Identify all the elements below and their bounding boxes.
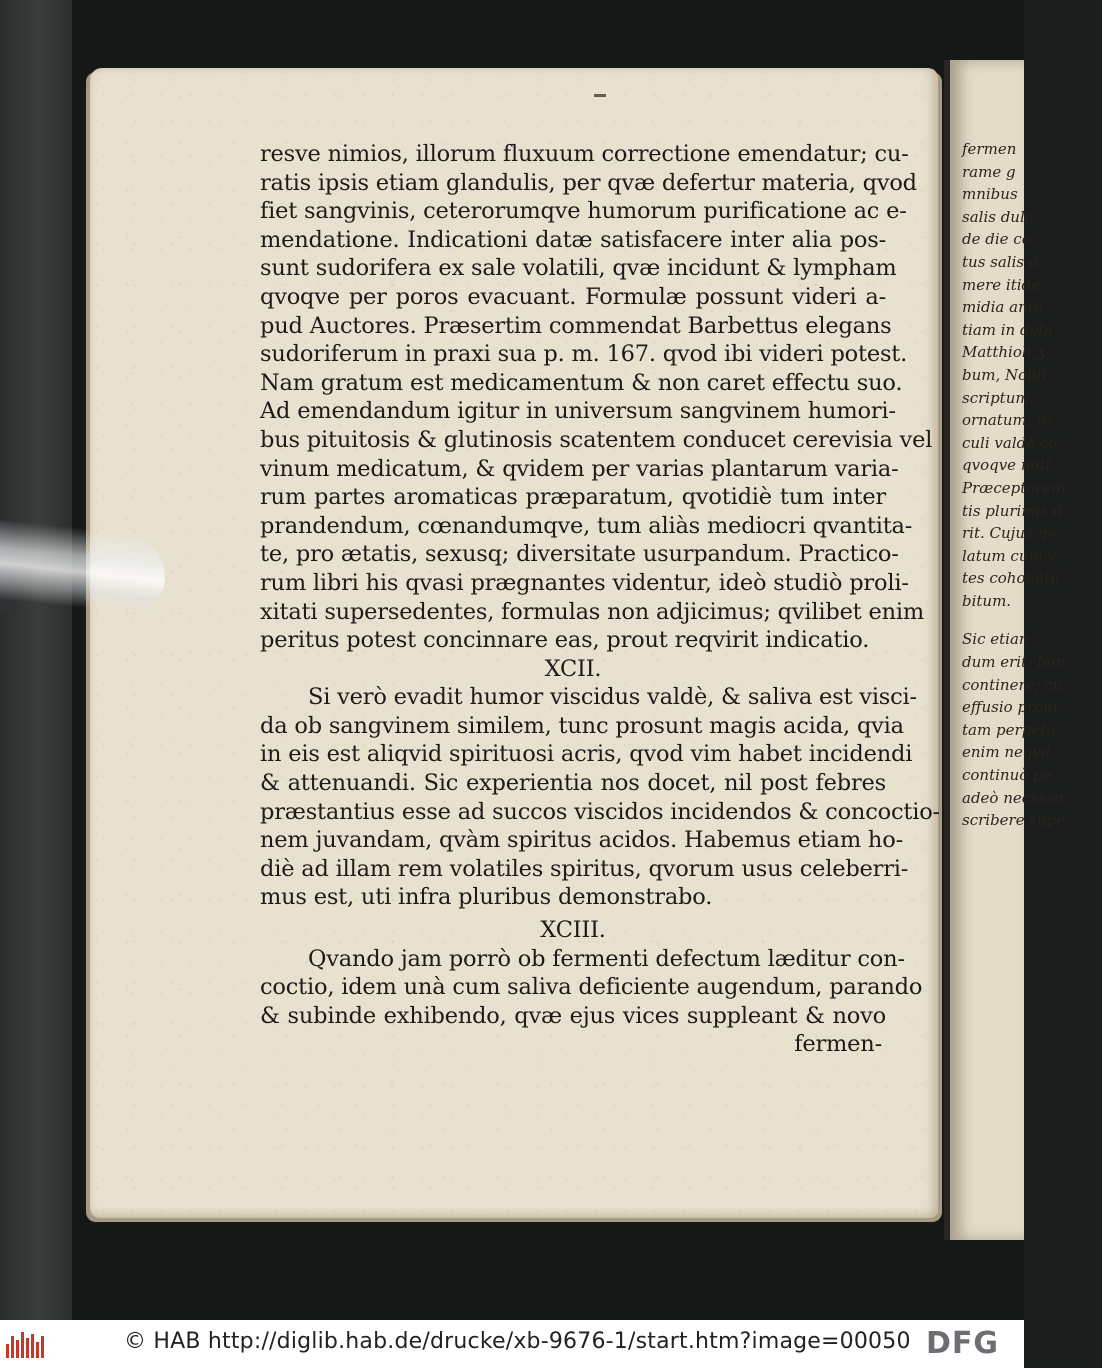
text-line: Qvando jam porrò ob fermenti defectum læditur con- — [308, 945, 905, 972]
text-line: ratis ipsis etiam glandulis, per qvæ defertur materia, qvod — [260, 169, 917, 196]
spacer — [962, 612, 1102, 628]
text-line: bus pituitosis & glutinosis scatentem conducet cerevisia vel — [260, 426, 933, 453]
text-line: xitati supersedentes, formulas non adjicimus; qvilibet enim — [260, 598, 925, 625]
footer-bar — [0, 1320, 1024, 1368]
text-line: mus est, uti infra pluribus demonstrabo. — [260, 884, 713, 911]
facing-page — [944, 60, 1066, 1240]
facing-text-line: tus salis d — [962, 252, 1039, 271]
text-line: resve nimios, illorum fluxuum correctione emendatur; cu- — [260, 141, 909, 167]
text-line: peritus potest concinnare eas, prout reqvirit indicatio. — [260, 627, 870, 654]
facing-text-line: tiam in debi — [962, 320, 1053, 339]
facing-text-line: dum erit: bon — [962, 653, 1066, 672]
text-line: Nam gratum est medicamentum & non caret effectu suo. — [260, 369, 903, 396]
text-line: coctio, idem unà cum saliva deficiente augendum, parando — [260, 974, 923, 1001]
facing-text-line: de die co — [962, 230, 1031, 249]
text-line: in eis est aliqvid spirituosi acris, qvod vim habet incidendi — [260, 741, 913, 768]
facing-text-line: Matthioli ʒ — [962, 343, 1045, 362]
text-line: da ob sangvinem similem, tunc prosunt magis acida, qvia — [260, 712, 904, 739]
facing-text-line: bitum. — [962, 591, 1012, 610]
facing-page-text — [962, 138, 1102, 832]
text-line: te, pro ætatis, sexusq; diversitate usurpandum. Practico- — [260, 541, 899, 568]
book-board-edge — [0, 0, 72, 1320]
page-text — [260, 140, 940, 1059]
facing-text-line: mnibus — [962, 185, 1018, 204]
text-line: qvoqve per poros evacuant. Formulæ possunt videri a- — [260, 283, 886, 310]
text-line: & attenuandi. Sic experientia nos docet, nil post febres — [260, 770, 886, 797]
facing-text-line: scribere supe — [962, 811, 1066, 830]
facing-text-line: tes cohobatu — [962, 569, 1060, 588]
facing-text-line: Sic etian — [962, 630, 1029, 649]
text-line: Ad emendandum igitur in universum sangvinem humori- — [260, 398, 896, 425]
facing-text-line: tis plurimis d — [962, 501, 1063, 520]
text-line: sudoriferum in praxi sua p. m. 167. qvod ibi videri potest. — [260, 341, 908, 368]
catchword: fermen- — [794, 1031, 882, 1058]
text-line: & subinde exhibendo, qvæ ejus vices suppleant & novo — [260, 1002, 886, 1029]
facing-text-line: Præceptorem — [962, 478, 1066, 497]
facing-text-line: midia ante — [962, 298, 1043, 317]
text-line: prandendum, cœnandumqve, tum aliàs mediocri qvantita- — [260, 512, 913, 539]
facing-text-line: enim neqvit — [962, 743, 1052, 762]
facing-text-line: continuò pe — [962, 766, 1052, 785]
text-line: fiet sangvinis, ceterorumqve humorum purificatione ac e- — [260, 198, 907, 225]
facing-text-line: latum cum v — [962, 546, 1056, 565]
facing-text-line: ornatum, ra — [962, 411, 1053, 430]
facing-text-line: salis dulc — [962, 207, 1034, 226]
text-line: præstantius esse ad succos viscidos incidendos & concoctio- — [260, 798, 940, 825]
facing-text-line: mere itide — [962, 275, 1041, 294]
facing-text-line: scriptum, — [962, 388, 1035, 407]
text-line: mendatione. Indicationi datæ satisfacere inter alia pos- — [260, 226, 886, 253]
dfg-logo: DFG — [926, 1326, 1000, 1361]
facing-text-line: rame g — [962, 162, 1016, 181]
text-line: rum partes aromaticas præparatum, qvotidiè tum inter — [260, 484, 886, 511]
facing-text-line: tam perpetu — [962, 720, 1056, 739]
facing-text-line: effusio prom — [962, 698, 1058, 717]
facing-text-line: culi valdè co — [962, 433, 1058, 452]
section-heading-xciii: XCIII. — [540, 917, 606, 944]
facing-text-line: adeò necessa — [962, 788, 1064, 807]
facing-text-line: qvoqve noti — [962, 456, 1051, 475]
text-line: sunt sudorifera ex sale volatili, qvæ incidunt & lympham — [260, 255, 897, 282]
text-line: Si verò evadit humor viscidus valdè, & saliva est visci- — [308, 684, 917, 711]
source-link[interactable]: © HAB http://diglib.hab.de/drucke/xb-9676-1/start.htm?image=00050 — [124, 1329, 911, 1354]
section-heading-xcii: XCII. — [544, 655, 602, 682]
text-line: vinum medicatum, & qvidem per varias plantarum varia- — [260, 455, 899, 482]
text-line: pud Auctores. Præsertim commendat Barbettus elegans — [260, 312, 892, 339]
text-line: rum libri his qvasi prægnantes videntur, ideò studiò proli- — [260, 569, 909, 596]
facing-text-line: rit. Cujus qv — [962, 524, 1056, 543]
top-ink-mark — [594, 94, 606, 97]
facing-text-line: fermen — [962, 140, 1017, 158]
text-line: diè ad illam rem volatiles spiritus, qvorum usus celeberri- — [260, 855, 909, 882]
facing-text-line: continere; cu — [962, 675, 1063, 694]
facing-text-line: bum, Nobil — [962, 365, 1047, 384]
text-line: nem juvandam, qvàm spiritus acidos. Habemus etiam ho- — [260, 827, 903, 854]
hab-logo-icon — [6, 1330, 44, 1358]
